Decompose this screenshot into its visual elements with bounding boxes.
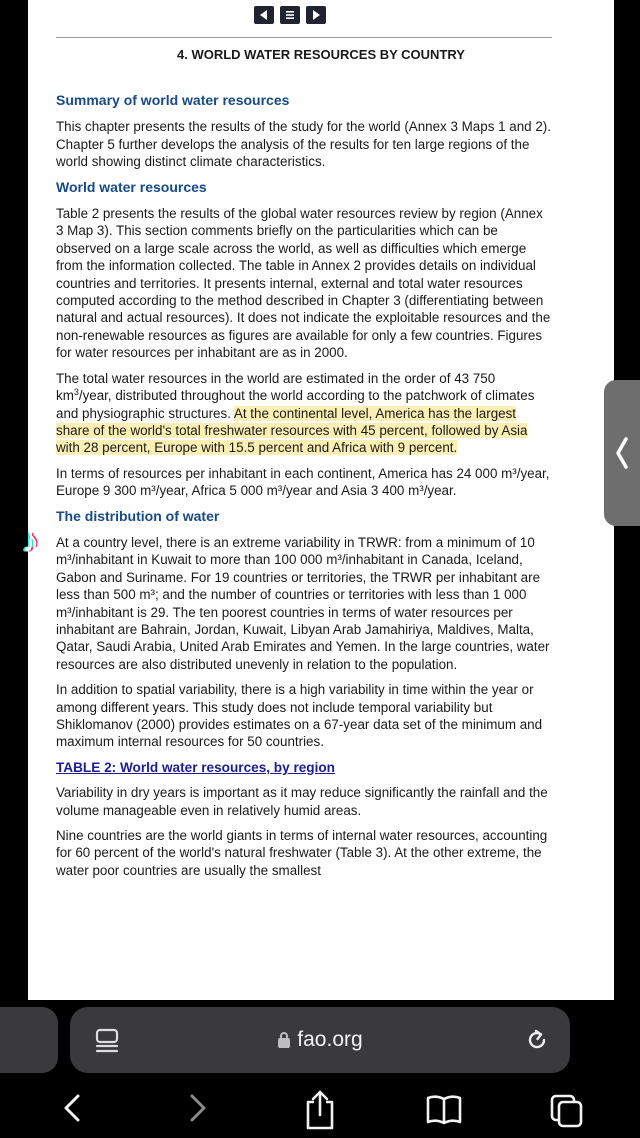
lock-icon bbox=[277, 1031, 291, 1048]
contents-icon[interactable] bbox=[280, 6, 300, 24]
prev-page-icon[interactable] bbox=[254, 6, 274, 24]
highlighted-text[interactable]: At the continental level, America has the largest share of the world's total freshwater resources with 45 percent, followed by Asia with 28 percent, Europe with 15.5 percent and Africa with 9 percent. bbox=[56, 405, 528, 456]
chapter-title: 4. WORLD WATER RESOURCES BY COUNTRY bbox=[177, 47, 465, 62]
tiktok-logo-icon: ♪ bbox=[22, 522, 39, 560]
text: The total water resources in the world are estimated in the order of 43 750 km bbox=[56, 370, 496, 404]
reload-icon[interactable] bbox=[524, 1027, 550, 1053]
paragraph: Table 2 presents the results of the global water resources review by region (Annex 3 Map 3). This section comments briefly on the particularities which can be observed on a large scale across the world, as well as difficulties which emerge from the information collected. The table in Annex 2 provides details on individual countries and territories. It presents internal, external and total water resources computed according to the method described in Chapter 3 (differentiating between natural and actual resources). It does not indicate the exploitable resources and the non-renewable resources as figures are available for only a few countries. Figures for water resources per inhabitant are as in 2000. bbox=[56, 206, 551, 361]
forward-icon[interactable] bbox=[184, 1088, 212, 1128]
document-nav bbox=[254, 6, 326, 24]
paragraph: In terms of resources per inhabitant in each continent, America has 24 000 m³/year, Europe 9 300 m³/year, Africa 5 000 m³/year and Asia 3 400 m³/year. bbox=[56, 465, 550, 499]
divider bbox=[56, 37, 552, 38]
paragraph: Variability in dry years is important as it may reduce significantly the rainfall and the volume manageable even in relatively humid areas. bbox=[56, 785, 548, 818]
next-page-icon[interactable] bbox=[306, 6, 326, 24]
table-2-link[interactable]: TABLE 2: World water resources, by region bbox=[56, 759, 335, 775]
paragraph: In addition to spatial variability, there is a high variability in time within the year or among different years. This study does not include temporal variability but Shiklomanov (2000) provides estimates on a 67-year data set of the minimum and maximum internal resources for 50 countries. bbox=[56, 682, 543, 750]
section-heading-world-water: World water resources bbox=[56, 178, 207, 195]
paragraph: This chapter presents the results of the study for the world (Annex 3 Maps 1 and 2). Chapter 5 further develops the analysis of the results for ten large regions of the world showing distinct climate characteristics. bbox=[56, 119, 551, 170]
section-heading-summary: Summary of world water resources bbox=[56, 92, 290, 108]
paragraph: At a country level, there is an extreme variability in TRWR: from a minimum of 10 m³/inhabitant in Kuwait to more than 100 000 m³/inhabitant in Canada, Iceland, Gabon and Suriname. For 19 countries or territories, the TRWR per inhabitant are less than 500 m³; and the number of countries or territories with less than 1 000 m³/inhabitant is 29. The ten poorest countries in terms of water resources per inhabitant are Bahrain, Jordan, Kuwait, Libyan Arab Jamahiriya, Maldives, Malta, Qatar, Saudi Arabia, United Arab Emirates and Yemen. In the large countries, water resources are also distributed unevenly in relation to the population. bbox=[56, 534, 550, 672]
previous-tab-peek[interactable] bbox=[0, 1007, 58, 1073]
article-body bbox=[56, 92, 552, 887]
document-page bbox=[28, 0, 614, 1000]
side-panel-tab[interactable] bbox=[604, 380, 640, 526]
paragraph: Nine countries are the world giants in terms of internal water resources, accounting for 60 percent of the world's natural freshwater (Table 3). At the other extreme, the water poor countries are usually the smallest bbox=[56, 828, 548, 878]
browser-toolbar bbox=[0, 1088, 640, 1138]
paragraph-total-resources bbox=[56, 370, 552, 457]
section-heading-distribution: The distribution of water bbox=[56, 507, 220, 524]
bookmarks-icon[interactable] bbox=[424, 1088, 464, 1128]
url-display[interactable] bbox=[70, 1028, 570, 1052]
tabs-icon[interactable] bbox=[548, 1088, 586, 1128]
address-bar[interactable] bbox=[70, 1007, 570, 1073]
url-text: fao.org bbox=[297, 1028, 363, 1051]
chevron-left-icon bbox=[614, 436, 630, 470]
text: /year, distributed throughout the world according to the patchwork of climates and physiographic structures. bbox=[56, 388, 535, 421]
back-icon[interactable] bbox=[58, 1088, 86, 1128]
share-icon[interactable] bbox=[302, 1088, 338, 1132]
superscript: 3 bbox=[73, 387, 79, 398]
